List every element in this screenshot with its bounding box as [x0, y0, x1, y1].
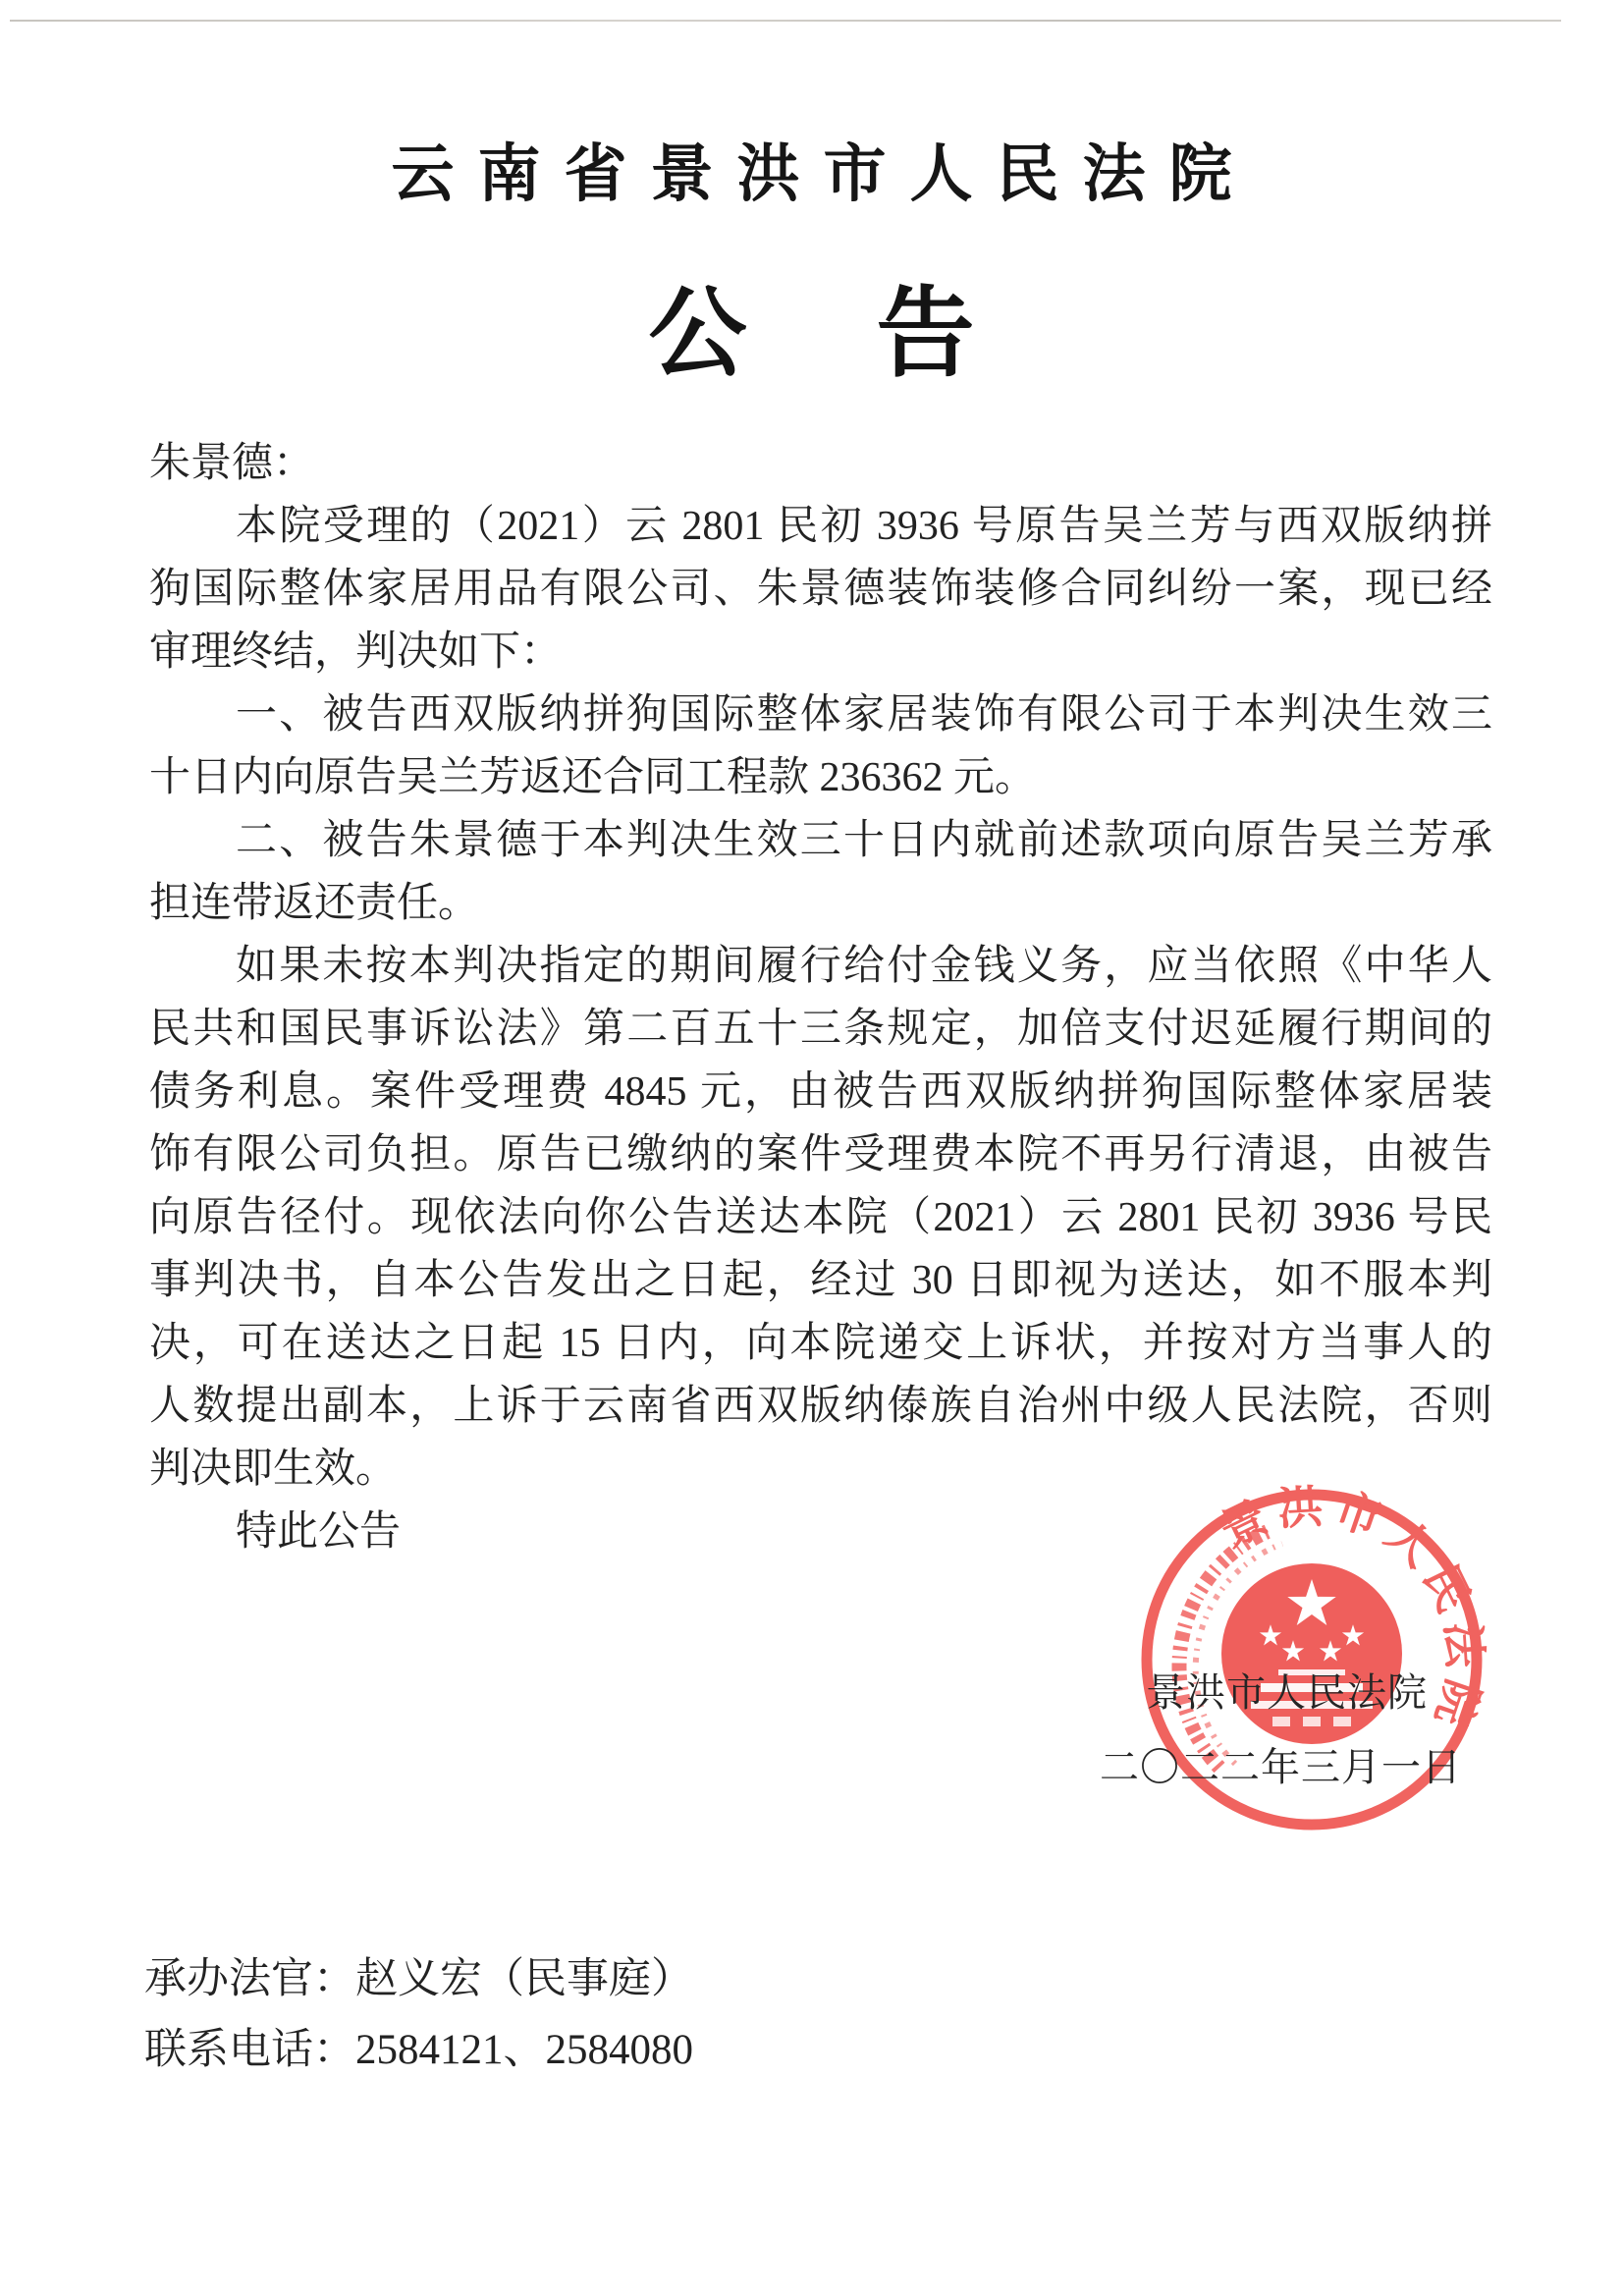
body-line: 向原告径付。现依法向你公告送达本院（2021）云 2801 民初 3936 号民 [149, 1195, 1492, 1240]
body-line: 十日内向原告吴兰芳返还合同工程款 236362 元。 [149, 755, 1037, 800]
body-line: 民共和国民事诉讼法》第二百五十三条规定，加倍支付迟延履行期间的 [149, 1007, 1492, 1052]
phone-line: 联系电话：2584121、2584080 [144, 2027, 693, 2073]
notice-title: 公 告 [648, 280, 991, 389]
court-title: 云南省景洪市人民法院 [391, 139, 1256, 209]
scan-artifact-line [10, 20, 1561, 22]
body-line: 担连带返还责任。 [149, 881, 480, 926]
signature-court-name: 景洪市人民法院 [1146, 1670, 1428, 1715]
notice-body [149, 432, 1492, 1563]
body-line: 判决即生效。 [149, 1447, 398, 1492]
body-line: 决，可在送达之日起 15 日内，向本院递交上诉状，并按对方当事人的 [149, 1321, 1492, 1366]
body-line: 朱景德： [149, 441, 315, 486]
body-line: 债务利息。案件受理费 4845 元，由被告西双版纳拼狗国际整体家居装 [149, 1069, 1492, 1115]
body-line: 本院受理的（2021）云 2801 民初 3936 号原告吴兰芳与西双版纳拼 [236, 504, 1492, 549]
seal-emblem [1221, 1563, 1402, 1744]
body-line: 饰有限公司负担。原告已缴纳的案件受理费本院不再另行清退，由被告 [149, 1132, 1492, 1177]
judge-line: 承办法官：赵义宏（民事庭） [144, 1956, 693, 2002]
body-line: 人数提出副本，上诉于云南省西双版纳傣族自治州中级人民法院，否则 [149, 1384, 1492, 1429]
seal-arc-text: 景洪市人民法院 [1212, 1481, 1490, 1740]
body-line: 特此公告 [236, 1509, 402, 1555]
body-line: 审理终结，判决如下： [149, 629, 563, 675]
body-line: 一、被告西双版纳拼狗国际整体家居装饰有限公司于本判决生效三 [236, 692, 1492, 738]
signature-date: 二〇二二年三月一日 [1100, 1745, 1462, 1789]
body-line: 事判决书，自本公告发出之日起，经过 30 日即视为送达，如不服本判 [149, 1258, 1492, 1303]
body-line: 狗国际整体家居用品有限公司、朱景德装饰装修合同纠纷一案，现已经 [149, 567, 1492, 612]
body-line: 如果未按本判决指定的期间履行给付金钱义务，应当依照《中华人 [236, 944, 1492, 989]
body-line: 二、被告朱景德于本判决生效三十日内就前述款项向原告吴兰芳承 [236, 818, 1492, 863]
